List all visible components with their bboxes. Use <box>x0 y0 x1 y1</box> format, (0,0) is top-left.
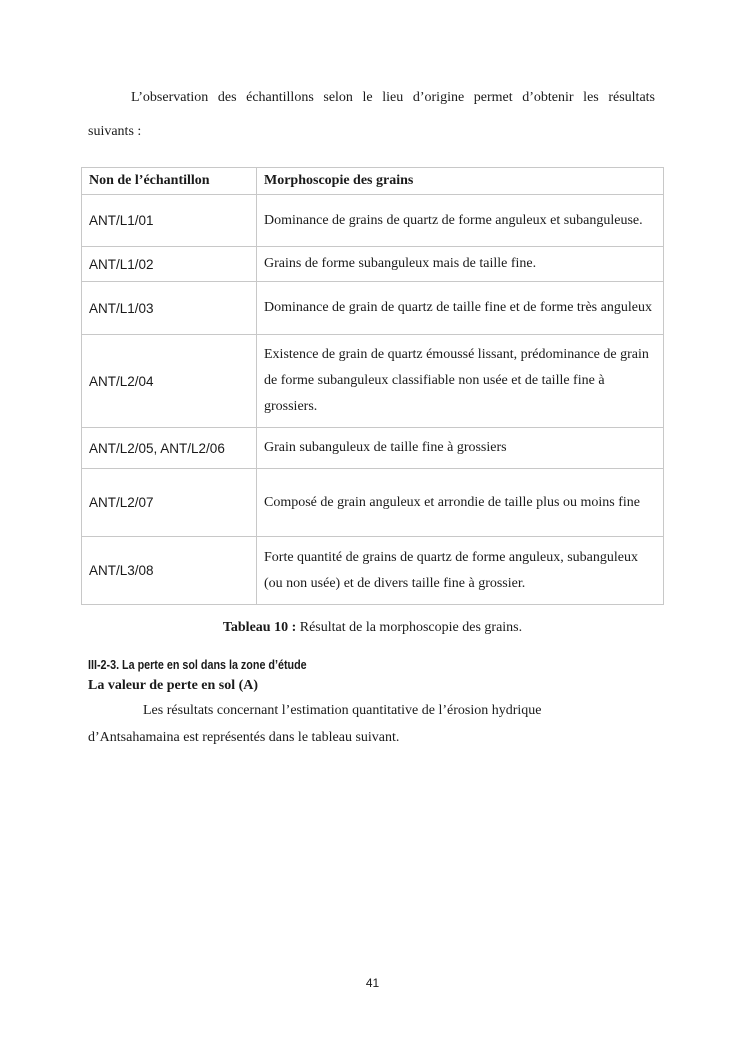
table-row <box>82 335 664 428</box>
table-row <box>82 428 664 469</box>
table-row <box>82 195 664 247</box>
cell-description: Composé de grain anguleux et arrondie de taille plus ou moins fine <box>257 469 664 537</box>
caption-label: Tableau 10 : <box>222 620 297 635</box>
intro-line-2: suivants : <box>88 124 142 139</box>
cell-description: Grain subanguleux de taille fine à grossiers <box>257 428 664 469</box>
cell-description: Dominance de grain de quartz de taille fine et de forme très anguleux <box>257 282 664 335</box>
table-header-row <box>82 168 664 195</box>
cell-sample: ANT/L1/01 <box>82 195 257 247</box>
cell-sample: ANT/L1/02 <box>82 247 257 282</box>
cell-description: Grains de forme subanguleux mais de taille fine. <box>257 247 664 282</box>
intro-line-1: L’observation des échantillons selon le lieu d’origine permet d’obtenir les résultats <box>131 90 655 105</box>
cell-sample: ANT/L2/07 <box>82 469 257 537</box>
table-row <box>82 537 664 605</box>
cell-description: Existence de grain de quartz émoussé lissant, prédominance de grain de forme subanguleux classifiable non usée et de taille fine à grossiers. <box>257 335 664 428</box>
page-number: 41 <box>365 976 380 990</box>
caption-text: Résultat de la morphoscopie des grains. <box>296 620 523 635</box>
header-sample: Non de l’échantillon <box>82 168 257 195</box>
table-caption <box>0 621 745 635</box>
cell-sample: ANT/L3/08 <box>82 537 257 605</box>
table-row <box>82 282 664 335</box>
header-morphoscopy: Morphoscopie des grains <box>257 168 664 195</box>
cell-description: Forte quantité de grains de quartz de forme anguleux, subanguleux (ou non usée) et de divers taille fine à grossier. <box>257 537 664 605</box>
subsection-heading: La valeur de perte en sol (A) <box>88 678 259 693</box>
cell-sample: ANT/L2/04 <box>82 335 257 428</box>
section-heading: III-2-3. La perte en sol dans la zone d’étude <box>88 658 307 672</box>
table-row <box>82 469 664 537</box>
paragraph-line-1: Les résultats concernant l’estimation quantitative de l’érosion hydrique <box>143 703 542 718</box>
cell-sample: ANT/L2/05, ANT/L2/06 <box>82 428 257 469</box>
table-row <box>82 247 664 282</box>
cell-sample: ANT/L1/03 <box>82 282 257 335</box>
paragraph-line-2: d’Antsahamaina est représentés dans le tableau suivant. <box>88 730 400 745</box>
morphoscopy-table <box>81 167 664 605</box>
cell-description: Dominance de grains de quartz de forme anguleux et subanguleuse. <box>257 195 664 247</box>
